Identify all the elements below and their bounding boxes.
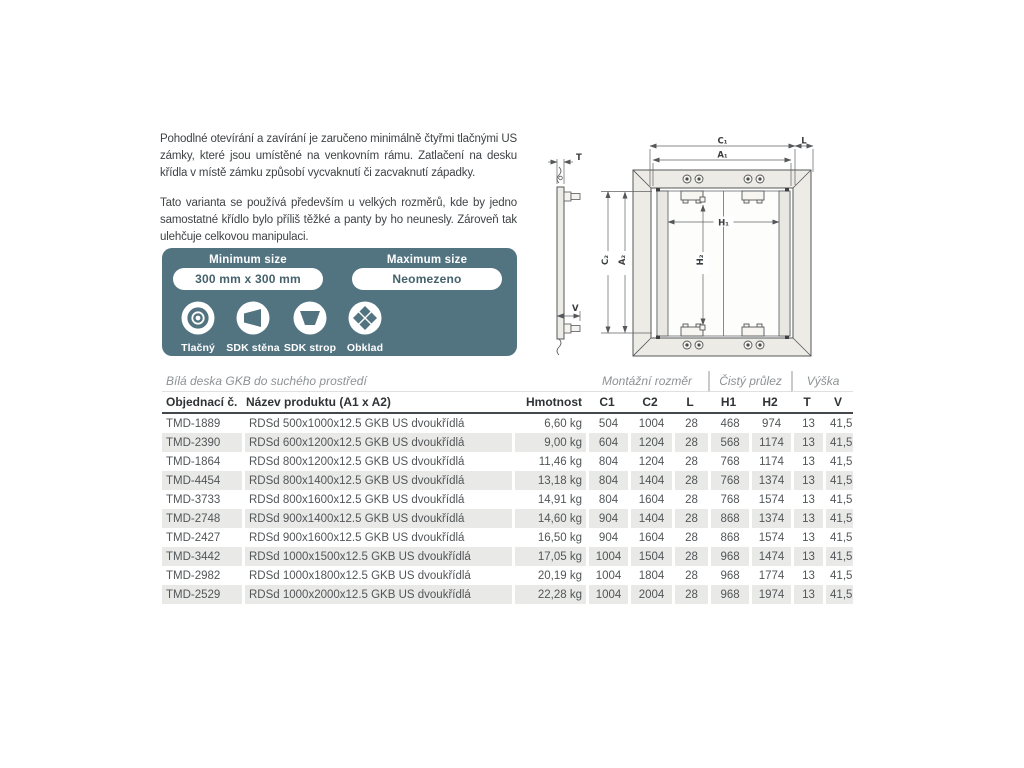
group-montazni-rozmer: Montážní rozměr bbox=[586, 371, 708, 392]
product-name-cell: RDSd 900x1400x12.5 GKB US dvoukřídlá bbox=[242, 509, 512, 528]
l-cell: 28 bbox=[672, 490, 708, 509]
col-header-v: V bbox=[823, 392, 853, 414]
weight-cell: 16,50 kg bbox=[512, 528, 586, 547]
v-cell: 41,5 bbox=[823, 547, 853, 566]
h1-cell: 568 bbox=[708, 433, 749, 452]
t-cell: 13 bbox=[791, 509, 823, 528]
dim-label-h2: H₂ bbox=[696, 254, 706, 266]
c1-cell: 904 bbox=[586, 509, 628, 528]
weight-cell: 11,46 kg bbox=[512, 452, 586, 471]
v-cell: 41,5 bbox=[823, 471, 853, 490]
t-cell: 13 bbox=[791, 471, 823, 490]
order-number-cell: TMD-4454 bbox=[162, 471, 242, 490]
v-cell: 41,5 bbox=[823, 509, 853, 528]
group-vyska: Výška bbox=[791, 371, 853, 392]
t-cell: 13 bbox=[791, 414, 823, 433]
h1-cell: 968 bbox=[708, 547, 749, 566]
dim-label-c1: C₁ bbox=[717, 136, 728, 147]
h2-cell: 1174 bbox=[749, 452, 791, 471]
order-number-cell: TMD-2529 bbox=[162, 585, 242, 604]
l-cell: 28 bbox=[672, 566, 708, 585]
product-name-cell: RDSd 1000x1800x12.5 GKB US dvoukřídlá bbox=[242, 566, 512, 585]
table-row bbox=[162, 471, 853, 490]
h2-cell: 974 bbox=[749, 414, 791, 433]
sdk-wall-icon bbox=[236, 301, 270, 335]
h2-cell: 1974 bbox=[749, 585, 791, 604]
order-number-cell: TMD-2427 bbox=[166, 531, 221, 544]
weight-cell: 17,05 kg bbox=[512, 547, 586, 566]
l-cell: 28 bbox=[672, 585, 708, 604]
h2-cell: 1174 bbox=[749, 433, 791, 452]
t-cell: 13 bbox=[791, 566, 823, 585]
weight-cell: 14,91 kg bbox=[512, 490, 586, 509]
minimum-size-value: 300 mm x 300 mm bbox=[173, 268, 323, 290]
weight-cell: 22,28 kg bbox=[512, 585, 586, 604]
l-cell: 28 bbox=[672, 471, 708, 490]
c2-cell: 1604 bbox=[628, 490, 672, 509]
feature-label: SDK stěna bbox=[226, 342, 280, 354]
v-cell: 41,5 bbox=[823, 452, 853, 471]
col-header-weight: Hmotnost bbox=[512, 392, 586, 414]
h2-cell: 1374 bbox=[749, 471, 791, 490]
table-row bbox=[162, 566, 853, 585]
table-group-header-row bbox=[162, 371, 853, 392]
h1-cell: 968 bbox=[708, 566, 749, 585]
product-name-cell: RDSd 1000x2000x12.5 GKB US dvoukřídlá bbox=[242, 585, 512, 604]
product-name-cell: RDSd 600x1200x12.5 GKB US dvoukřídlá bbox=[242, 433, 512, 452]
feature-sdk-wall bbox=[221, 301, 285, 354]
c2-cell: 1204 bbox=[628, 452, 672, 471]
product-name-cell: RDSd 900x1600x12.5 GKB US dvoukřídlá bbox=[242, 528, 512, 547]
col-header-product-name: Název produktu (A1 x A2) bbox=[242, 392, 512, 414]
table-row bbox=[162, 490, 853, 509]
col-header-l: L bbox=[672, 392, 708, 414]
c1-cell: 804 bbox=[586, 490, 628, 509]
l-cell: 28 bbox=[672, 547, 708, 566]
feature-label: SDK strop bbox=[283, 342, 337, 354]
weight-cell: 6,60 kg bbox=[512, 414, 586, 433]
l-cell: 28 bbox=[672, 452, 708, 471]
col-header-t: T bbox=[791, 392, 823, 414]
v-cell: 41,5 bbox=[823, 585, 853, 604]
h1-cell: 868 bbox=[708, 509, 749, 528]
product-name-cell: RDSd 800x1400x12.5 GKB US dvoukřídlá bbox=[242, 471, 512, 490]
order-number-cell: TMD-3733 bbox=[166, 493, 221, 506]
col-header-c2: C2 bbox=[628, 392, 672, 414]
product-name-cell: RDSd 1000x1500x12.5 GKB US dvoukřídlá bbox=[242, 547, 512, 566]
l-cell: 28 bbox=[672, 414, 708, 433]
c2-cell: 1404 bbox=[628, 471, 672, 490]
dim-label-c2: C₂ bbox=[601, 255, 611, 265]
col-header-c1: C1 bbox=[586, 392, 628, 414]
table-row bbox=[162, 509, 853, 528]
l-cell: 28 bbox=[672, 433, 708, 452]
c1-cell: 904 bbox=[586, 528, 628, 547]
order-number-cell: TMD-3442 bbox=[162, 547, 242, 566]
feature-label: Obklad bbox=[346, 342, 384, 354]
h2-cell: 1474 bbox=[749, 547, 791, 566]
dim-label-h1: H₁ bbox=[718, 218, 729, 229]
t-cell: 13 bbox=[791, 490, 823, 509]
weight-cell: 20,19 kg bbox=[512, 566, 586, 585]
table-row bbox=[162, 433, 853, 452]
table-caption: Bílá deska GKB do suchého prostředí bbox=[162, 371, 586, 392]
dim-label-l: L bbox=[801, 136, 807, 147]
t-cell: 13 bbox=[791, 547, 823, 566]
v-cell: 41,5 bbox=[823, 490, 853, 509]
table-row bbox=[162, 585, 853, 604]
group-cisty-prulez: Čistý průlez bbox=[708, 371, 791, 392]
dim-label-t: T bbox=[576, 153, 582, 163]
c1-cell: 1004 bbox=[586, 566, 628, 585]
weight-cell: 13,18 kg bbox=[512, 471, 586, 490]
order-number-cell: TMD-2390 bbox=[162, 433, 242, 452]
c1-cell: 1004 bbox=[586, 585, 628, 604]
size-limits-panel bbox=[162, 248, 517, 356]
v-cell: 41,5 bbox=[823, 414, 853, 433]
c2-cell: 2004 bbox=[628, 585, 672, 604]
maximum-size-value: Neomezeno bbox=[352, 268, 502, 290]
maximum-size-label: Maximum size bbox=[386, 254, 468, 266]
t-cell: 13 bbox=[791, 528, 823, 547]
c2-cell: 1004 bbox=[628, 414, 672, 433]
product-name-cell: RDSd 800x1600x12.5 GKB US dvoukřídlá bbox=[242, 490, 512, 509]
c2-cell: 1804 bbox=[628, 566, 672, 585]
side-view bbox=[557, 167, 580, 355]
l-cell: 28 bbox=[672, 528, 708, 547]
intro-text bbox=[160, 131, 517, 259]
sdk-ceiling-icon bbox=[293, 301, 327, 335]
technical-diagram bbox=[545, 125, 875, 375]
product-table-section bbox=[162, 371, 853, 604]
c2-cell: 1604 bbox=[628, 528, 672, 547]
tiling-icon bbox=[348, 301, 382, 335]
product-name-cell: RDSd 800x1200x12.5 GKB US dvoukřídlá bbox=[242, 452, 512, 471]
h1-cell: 968 bbox=[708, 585, 749, 604]
table-row bbox=[162, 452, 853, 471]
intro-paragraph-1: Pohodlné otevírání a zavírání je zaručeno minimálně čtyřmi tlačnými US zámky, které jsou umístěné na venkovním rámu. Zatlačení na desku křídla v místě zámku způsobí vycvaknutí či zacvaknutí západky. bbox=[160, 133, 517, 179]
product-table-body bbox=[162, 414, 853, 604]
minimum-size-label: Minimum size bbox=[209, 254, 287, 266]
c1-cell: 1004 bbox=[586, 547, 628, 566]
feature-label: Tlačný bbox=[181, 342, 215, 354]
c1-cell: 804 bbox=[586, 452, 628, 471]
v-cell: 41,5 bbox=[823, 528, 853, 547]
t-cell: 13 bbox=[791, 452, 823, 471]
front-view bbox=[633, 170, 811, 356]
t-cell: 13 bbox=[791, 433, 823, 452]
feature-tiling bbox=[333, 301, 397, 354]
h1-cell: 868 bbox=[708, 528, 749, 547]
col-header-h1: H1 bbox=[708, 392, 749, 414]
order-number-cell: TMD-1864 bbox=[166, 455, 221, 468]
h2-cell: 1574 bbox=[749, 490, 791, 509]
v-cell: 41,5 bbox=[823, 433, 853, 452]
h1-cell: 468 bbox=[708, 414, 749, 433]
table-row bbox=[162, 528, 853, 547]
order-number-cell: TMD-2982 bbox=[166, 569, 221, 582]
weight-cell: 14,60 kg bbox=[512, 509, 586, 528]
t-cell: 13 bbox=[791, 585, 823, 604]
c1-cell: 604 bbox=[586, 433, 628, 452]
c1-cell: 804 bbox=[586, 471, 628, 490]
col-header-order-number: Objednací č. bbox=[162, 392, 242, 414]
order-number-cell: TMD-2748 bbox=[162, 509, 242, 528]
h1-cell: 768 bbox=[708, 490, 749, 509]
order-number-cell: TMD-1889 bbox=[166, 417, 221, 430]
product-name-cell: RDSd 500x1000x12.5 GKB US dvoukřídlá bbox=[242, 414, 512, 433]
weight-cell: 9,00 kg bbox=[512, 433, 586, 452]
push-lock-icon bbox=[181, 301, 215, 335]
intro-paragraph-2: Tato varianta se používá především u velkých rozměrů, kde by jedno samostatné křídlo bylo příliš těžké a panty by ho neunesly. Zároveň tak ulehčuje celkovou manipulaci. bbox=[160, 197, 517, 243]
table-row bbox=[162, 414, 853, 433]
h2-cell: 1374 bbox=[749, 509, 791, 528]
h2-cell: 1774 bbox=[749, 566, 791, 585]
c2-cell: 1404 bbox=[628, 509, 672, 528]
c2-cell: 1504 bbox=[628, 547, 672, 566]
table-column-header-row bbox=[162, 392, 853, 414]
c2-cell: 1204 bbox=[628, 433, 672, 452]
dim-label-a1: A₁ bbox=[717, 150, 728, 161]
dim-label-a2: A₂ bbox=[618, 254, 628, 266]
h1-cell: 768 bbox=[708, 452, 749, 471]
col-header-h2: H2 bbox=[749, 392, 791, 414]
product-table bbox=[162, 371, 853, 604]
dim-label-v: V bbox=[572, 304, 579, 314]
h2-cell: 1574 bbox=[749, 528, 791, 547]
v-cell: 41,5 bbox=[823, 566, 853, 585]
c1-cell: 504 bbox=[586, 414, 628, 433]
h1-cell: 768 bbox=[708, 471, 749, 490]
table-row bbox=[162, 547, 853, 566]
l-cell: 28 bbox=[672, 509, 708, 528]
